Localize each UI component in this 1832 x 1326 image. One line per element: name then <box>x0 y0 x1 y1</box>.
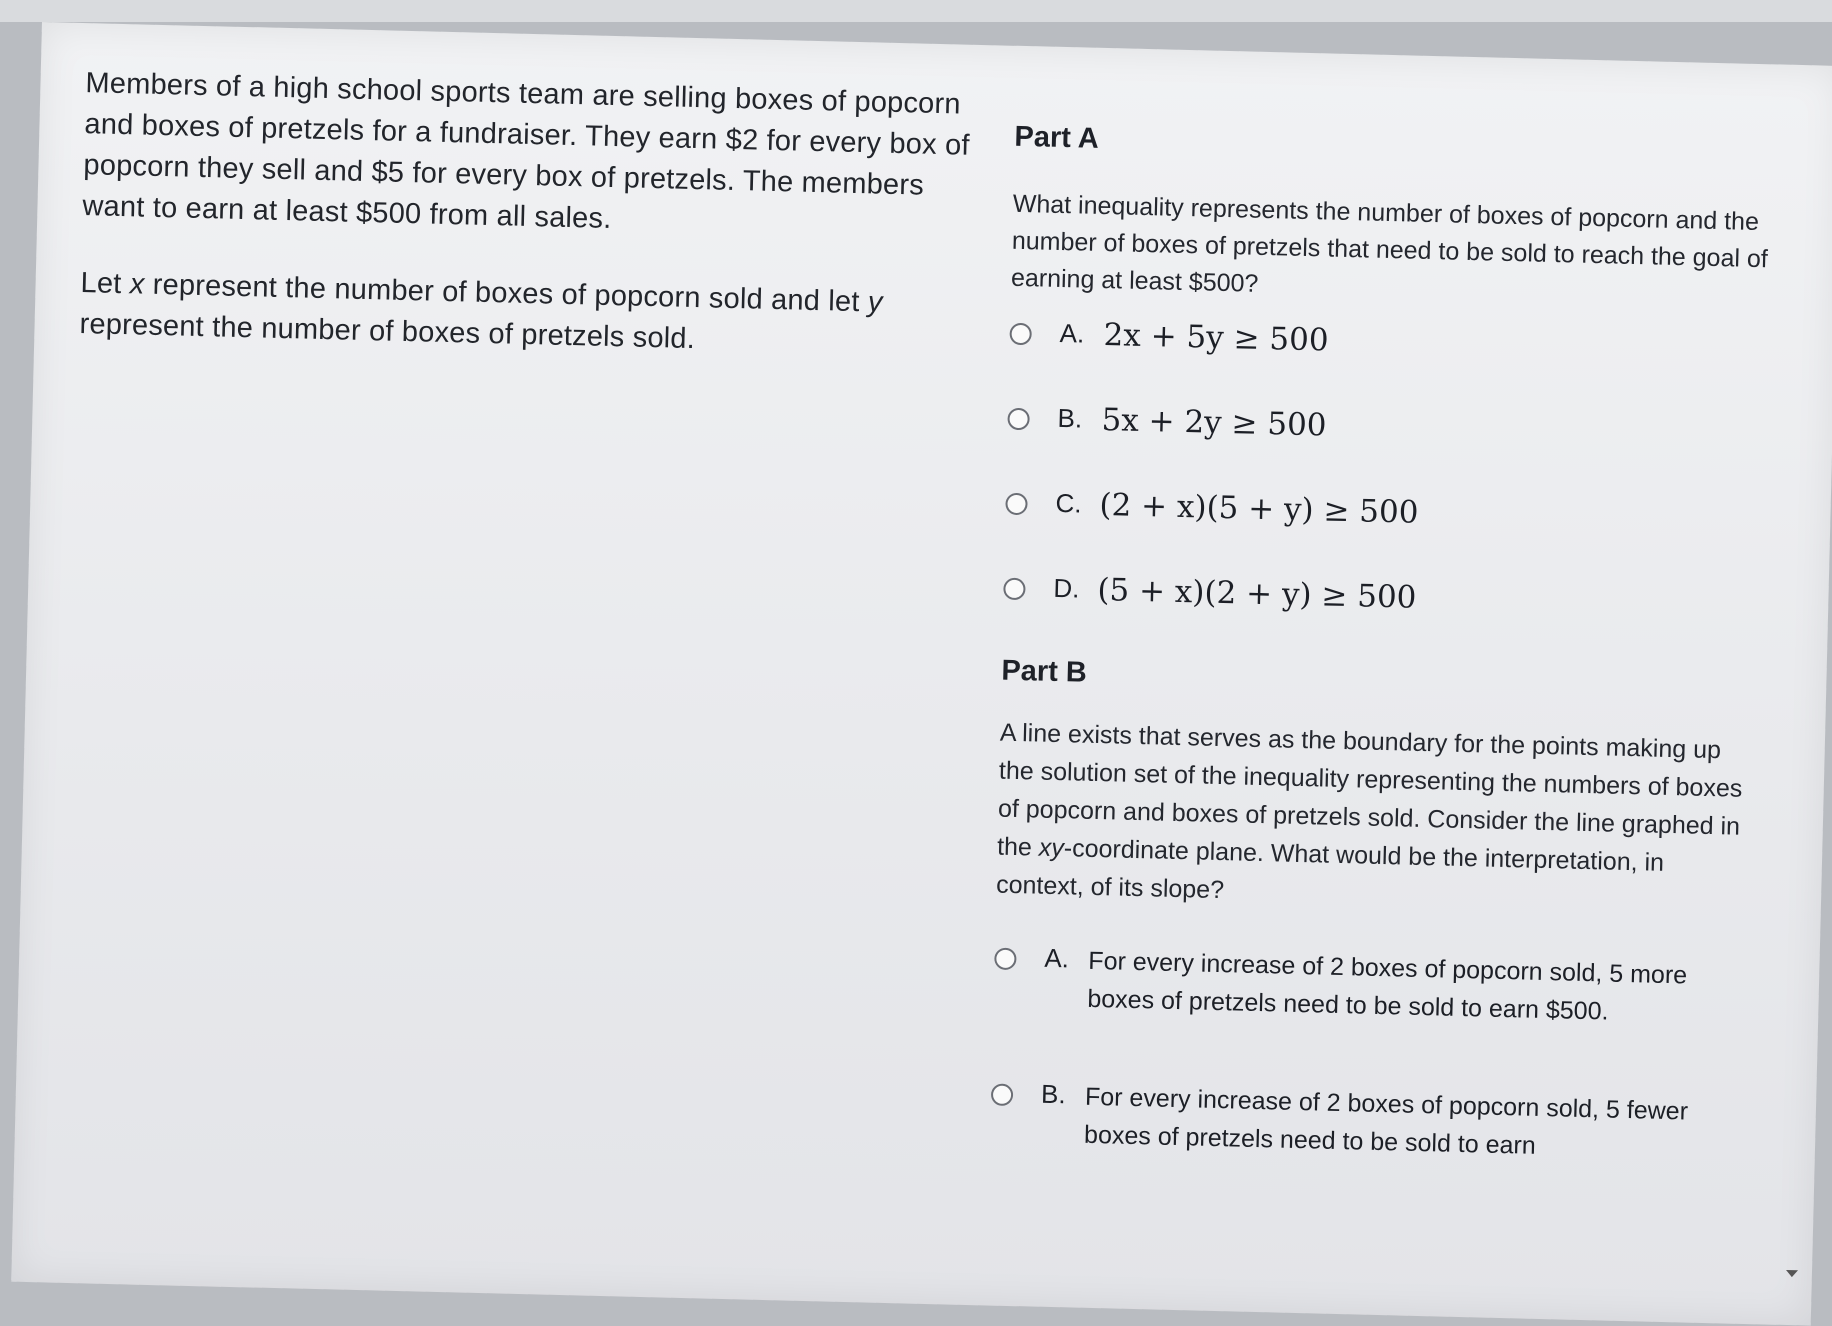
part-b-section <box>990 655 1762 1170</box>
part-b-choice-a[interactable] <box>993 940 1755 1035</box>
part-b-prompt <box>996 714 1760 923</box>
radio-button[interactable] <box>994 948 1017 971</box>
part-a-prompt: What inequality represents the number of boxes of popcorn and the number of boxes of pretzels that need to be sold to reach the goal of earning at least $500? <box>1010 189 1769 298</box>
choice-letter: A. <box>1044 942 1070 974</box>
passage-paragraph-1: Members of a high school sports team are selling boxes of popcorn and boxes of pretzels for a fundraiser. They earn $2 for every box of popcorn they sell and $5 for every box of pretzels. The members want to earn at least $500 from all sales. <box>82 67 971 235</box>
choice-letter: A. <box>1059 317 1085 349</box>
passage-var-x: x <box>129 268 145 301</box>
passage-p2-pre: Let <box>80 267 131 301</box>
passage-paragraph-2 <box>79 263 981 367</box>
part-a-choice-b[interactable] <box>1007 400 1768 455</box>
part-a-choice-c[interactable] <box>1005 485 1766 540</box>
passage <box>79 63 986 367</box>
choice-letter: B. <box>1040 1078 1067 1110</box>
part-b-prompt-post: -coordinate plane. What would be the interpretation, in context, of its slope? <box>995 834 1665 905</box>
part-b-prompt-pre: A line exists that serves as the boundary for the points making up the solution set of the inequality representing the numbers of boxes of popcorn and boxes of pretzels sold. Consider the line graphed in the <box>996 718 1743 862</box>
choice-text: For every increase of 2 boxes of popcorn sold, 5 fewer boxes of pretzels need to be sold to earn <box>1083 1082 1689 1160</box>
choice-expression: (5 + x)(2 + y) ≥ 500 <box>1096 571 1417 616</box>
part-b-title: Part B <box>1001 654 1088 689</box>
choice-expression: 2x + 5y ≥ 500 <box>1103 317 1330 359</box>
choice-expression: (2 + x)(5 + y) ≥ 500 <box>1099 486 1419 531</box>
window-top-edge <box>0 0 1832 22</box>
radio-button[interactable] <box>1003 578 1026 601</box>
part-a-title: Part A <box>1014 120 1100 155</box>
passage-var-y: y <box>867 286 883 319</box>
scroll-down-arrow-icon[interactable] <box>1786 1270 1798 1277</box>
radio-button[interactable] <box>1005 493 1028 516</box>
part-a-choice-d[interactable] <box>1003 570 1764 625</box>
choice-text: For every increase of 2 boxes of popcorn sold, 5 more boxes of pretzels need to be sold to earn $500. <box>1087 946 1688 1026</box>
questions-pane <box>988 121 1774 1230</box>
part-b-choices <box>990 940 1755 1171</box>
passage-p2-mid: represent the number of boxes of popcorn sold and let <box>144 268 869 319</box>
choice-expression: 5x + 2y ≥ 500 <box>1101 402 1327 444</box>
radio-button[interactable] <box>991 1084 1014 1107</box>
choice-letter: D. <box>1053 572 1080 604</box>
radio-button[interactable] <box>1009 323 1032 346</box>
passage-pane <box>78 63 986 403</box>
part-b-prompt-var: xy <box>1038 833 1065 863</box>
part-a-choices <box>1003 315 1770 624</box>
radio-button[interactable] <box>1007 408 1030 431</box>
part-a-section <box>1003 121 1775 624</box>
choice-letter: C. <box>1055 487 1082 519</box>
choice-letter: B. <box>1057 402 1083 434</box>
passage-p2-post: represent the number of boxes of pretzels sold. <box>79 308 696 356</box>
part-b-choice-b[interactable] <box>990 1076 1752 1171</box>
question-screen <box>11 22 1832 1326</box>
part-a-choice-a[interactable] <box>1009 315 1770 370</box>
